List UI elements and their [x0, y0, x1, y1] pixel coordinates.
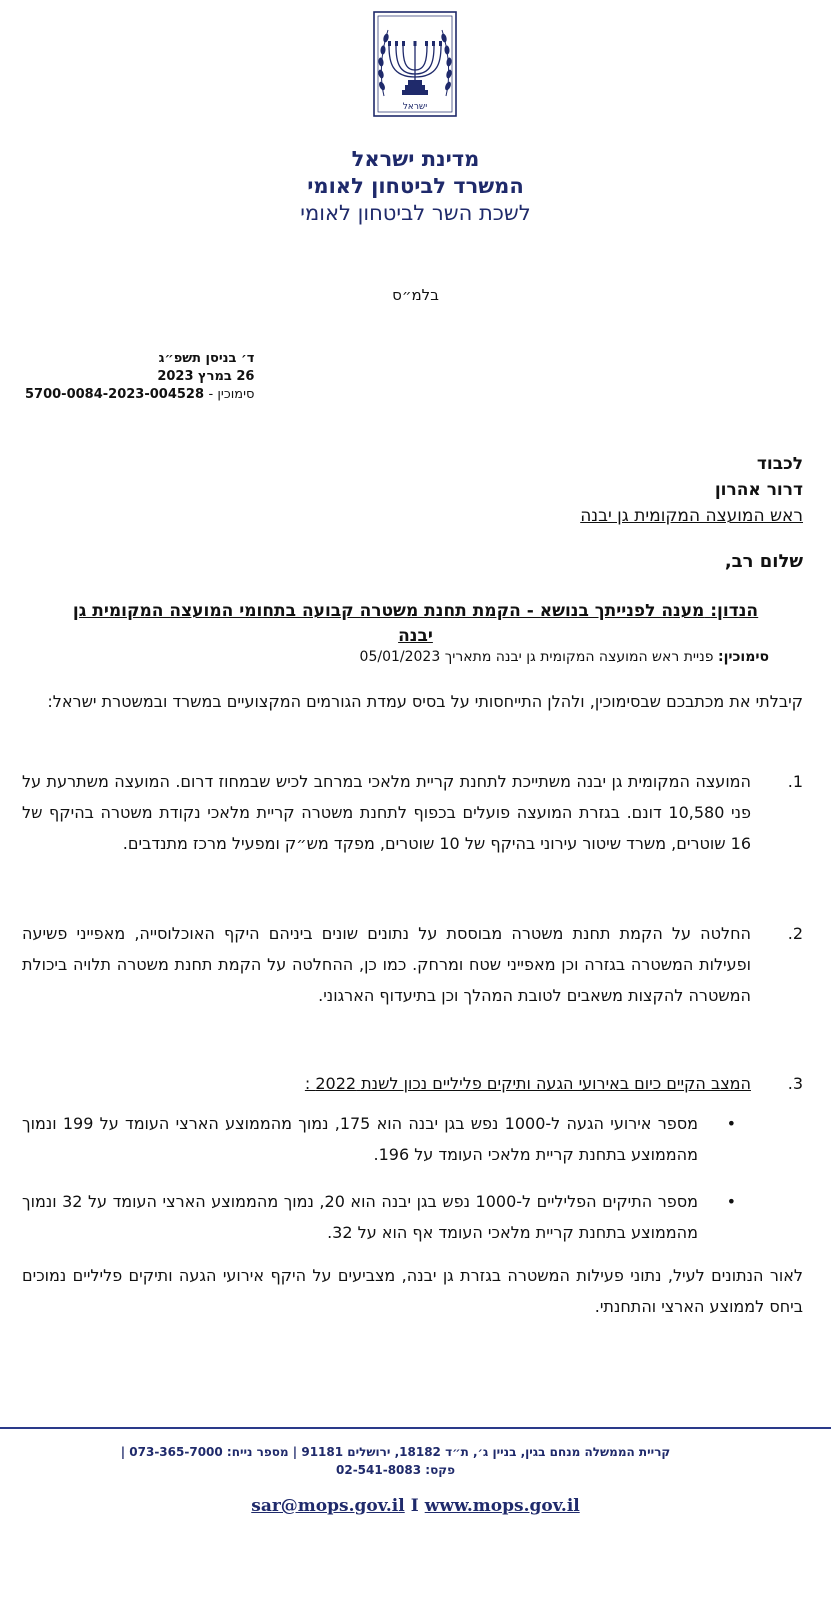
list-item-number: 3. — [787, 1074, 803, 1093]
header-office-name: לשכת השר לביטחון לאומי — [300, 201, 531, 225]
bullet-item — [22, 1186, 803, 1248]
bullet-item — [22, 1108, 803, 1170]
bullet-text: מספר אירועי הגעה ל-1000 נפש בגן יבנה הוא 175, נמוך מהממוצע הארצי העומד על 199 ונמוך מהממוצע בתחנת קריית מלאכי העומד על 196. — [22, 1114, 699, 1164]
greeting: שלום רב, — [724, 551, 803, 572]
intro-paragraph: קיבלתי את מכתבכם שבסימוכין, ולהלן התייחסותי על בסיס עמדת הגורמים המקצועיים במשרד ובמשטרת ישראל: — [47, 692, 803, 711]
addressee-title: ראש המועצה המקומית גן יבנה — [580, 506, 803, 526]
subject-label: הנדון: — [710, 601, 759, 621]
classification-label: בלמ״ס — [392, 286, 439, 304]
email-link[interactable]: sar@mops.gov.il — [251, 1496, 405, 1516]
footer-address: קריית הממשלה מנחם בגין, בניין ג׳, ת״ד 18182, ירושלים 91181 | מספר נייח: 073-365-7000 | — [120, 1445, 671, 1459]
footer-divider — [0, 1427, 831, 1429]
letter-meta — [25, 350, 254, 404]
subject-text: מענה לפנייתך בנושא - הקמת תחנת משטרה קבועה בתחומי המועצה המקומית גן יבנה — [72, 601, 705, 646]
reference-line — [25, 386, 254, 404]
reference-note-text: פניית ראש המועצה המקומית גן יבנה מתאריך 05/01/2023 — [359, 649, 714, 665]
state-emblem-icon — [370, 10, 460, 120]
list-item-text: המצב הקיים כיום באירועי הגעה ותיקים פליליים נכון לשנת 2022 : — [304, 1074, 751, 1093]
addressee-name: דרור אהרון — [714, 480, 803, 500]
header-state-name: מדינת ישראל — [351, 147, 480, 171]
subject-line — [62, 599, 769, 649]
reference-number: 5700-0084-2023-004528 — [25, 387, 205, 402]
list-item-number: 1. — [787, 772, 803, 791]
list-item — [22, 766, 803, 859]
list-item-number: 2. — [787, 924, 803, 943]
footer-fax: פקס: 02-541-8083 — [336, 1463, 455, 1477]
conclusion-paragraph: לאור הנתונים לעיל, נתוני פעילות המשטרה בגזרת גן יבנה, מצביעים על היקף אירועי הגעה ותיקים פליליים נמוכים ביחס לממוצע הארצי והתחנתי. — [22, 1266, 803, 1316]
list-item — [22, 918, 803, 1011]
list-item-text: המועצה המקומית גן יבנה משתייכת לתחנת קריית מלאכי במרחב לכיש שבמחוז דרום. המועצה משתרעת על פני 10,580 דונם. בגזרת המועצה פועלים בכפוף לתחנת משטרה קריית מלאכי נקודת משטרה בהיקף של 16 שוטרים, משרד שיטור עירוני בהיקף של 10 שוטרים, מפקד מש״ק ומפעיל מרכז מתנדבים. — [22, 772, 751, 853]
emblem-caption: ישראל — [402, 102, 428, 112]
bullet-icon: • — [726, 1192, 736, 1211]
reference-note — [360, 649, 769, 665]
website-link[interactable]: www.mops.gov.il — [424, 1496, 580, 1516]
bullet-icon: • — [726, 1114, 736, 1133]
footer-link-separator: I — [410, 1496, 419, 1516]
addressee-honorific: לכבוד — [756, 454, 803, 474]
addressee-block — [580, 451, 803, 529]
header-ministry-name: המשרד לביטחון לאומי — [307, 174, 524, 198]
hebrew-date: ד׳ בניסן תשפ״ג — [158, 351, 255, 366]
bullet-text: מספר התיקים הפליליים ל-1000 נפש בגן יבנה הוא 20, נמוך מהממוצע הארצי העומד על 32 ונמוך מהממוצע בתחנת קריית מלאכי העומד אף הוא על 32. — [22, 1192, 699, 1242]
reference-note-label: סימוכין: — [717, 649, 769, 665]
gregorian-date: 26 במרץ 2023 — [157, 369, 255, 384]
reference-label: סימוכין - — [208, 387, 255, 402]
list-item — [22, 1068, 803, 1099]
footer-links — [0, 1496, 831, 1516]
list-item-text: החלטה על הקמת תחנת משטרה מבוססת על נתונים שונים ביניהם היקף האוכלוסייה, מאפייני פשיעה ופעילות המשטרה בגזרה וכן מאפייני שטח ומרחק. כמו כן, ההחלטה על הקמת תחנת משטרה תלויה ביכולת המשטרה להקצות משאבים לטובת המהלך וכן בתיעדוף הארגוני. — [22, 924, 751, 1005]
